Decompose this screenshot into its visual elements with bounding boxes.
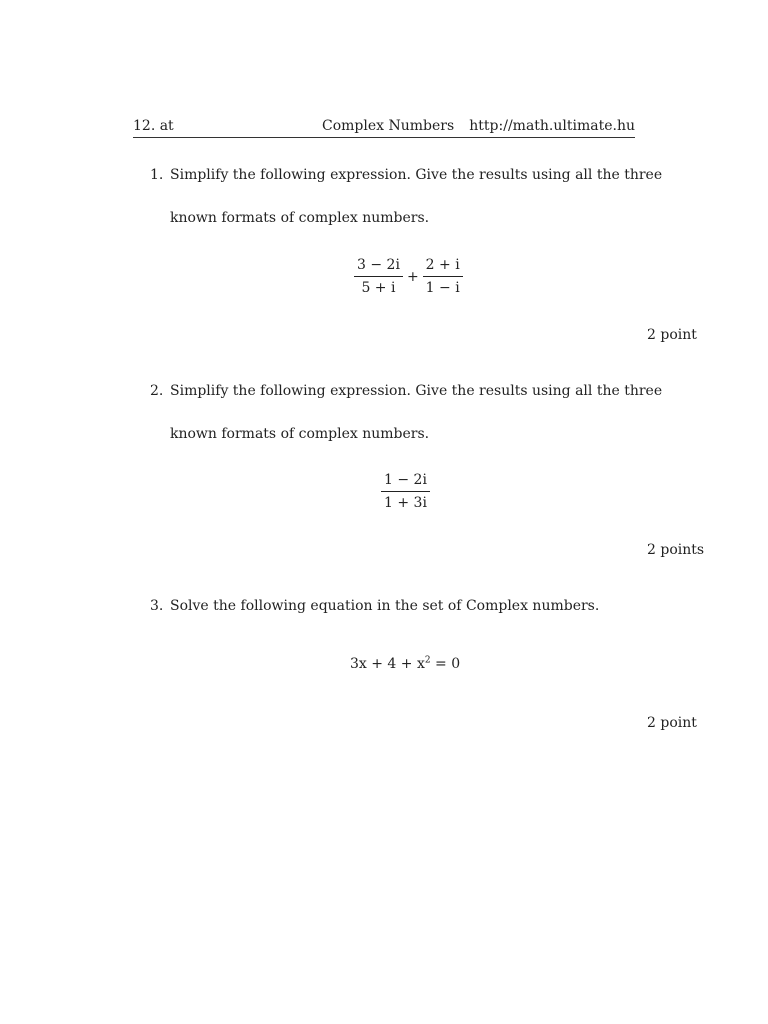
plus-operator: + (406, 268, 419, 285)
problem-2-text-line1: Simplify the following expression. Give the results using all the three (170, 383, 663, 399)
equation-exponent: 2 (424, 655, 431, 666)
problem-3-equation (350, 656, 460, 672)
problem-3-number: 3. (150, 598, 164, 614)
problem-3-points: 2 point (647, 715, 697, 731)
problem-2-points: 2 points (647, 542, 705, 558)
header-title: Complex Numbers (322, 118, 455, 134)
problem-1-expression (352, 257, 465, 296)
header-section-number: 12. at (133, 118, 174, 134)
equation-rhs: = 0 (430, 656, 461, 672)
problem-1-text-line1: Simplify the following expression. Give the results using all the three (170, 167, 663, 183)
fraction-1 (354, 257, 403, 296)
fraction-2 (423, 257, 463, 296)
problem-1-points: 2 point (647, 327, 697, 343)
problem-1-number: 1. (150, 167, 164, 183)
problem-2-number: 2. (150, 383, 164, 399)
problem-3-text-line1: Solve the following equation in the set of Complex numbers. (170, 598, 600, 614)
fraction-2-numerator: 2 + i (423, 257, 463, 277)
problem-2-text-line2: known formats of complex numbers. (170, 426, 430, 442)
problem-2-expression (379, 472, 432, 511)
equation-lhs: 3x + 4 + x (350, 656, 425, 672)
fraction-denominator: 1 + 3i (384, 495, 427, 511)
header-url: http://math.ultimate.hu (469, 118, 635, 134)
page-header (133, 117, 635, 138)
fraction (381, 472, 430, 511)
fraction-numerator: 1 − 2i (381, 472, 430, 492)
fraction-2-denominator: 1 − i (425, 280, 460, 296)
fraction-1-denominator: 5 + i (361, 280, 396, 296)
problem-1-text-line2: known formats of complex numbers. (170, 210, 430, 226)
fraction-1-numerator: 3 − 2i (354, 257, 403, 277)
